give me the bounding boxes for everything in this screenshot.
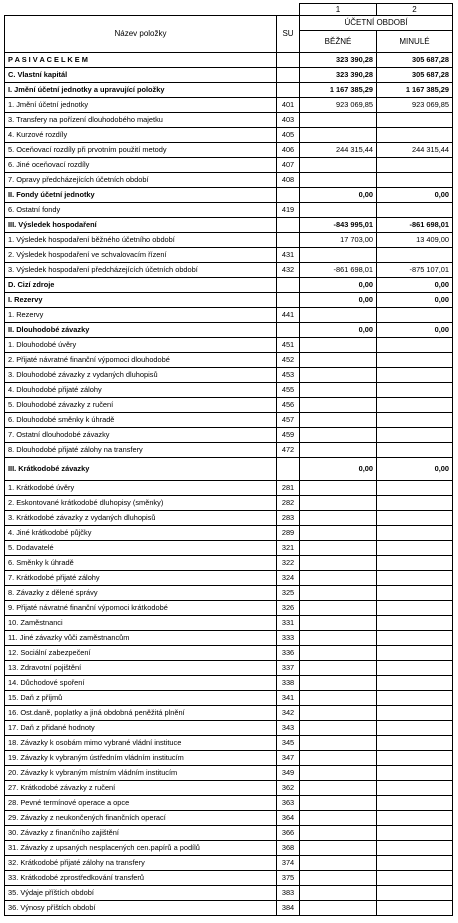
row-current-value: [300, 383, 377, 398]
row-name: 6. Ostatní fondy: [5, 203, 277, 218]
row-previous-value: [377, 248, 453, 263]
table-row: [5, 496, 453, 511]
row-previous-value: [377, 751, 453, 766]
row-previous-value: 0,00: [377, 458, 453, 481]
row-name: 2. Přijaté návratné finanční výpomoci dlouhodobé: [5, 353, 277, 368]
row-previous-value: 244 315,44: [377, 143, 453, 158]
row-su: 431: [277, 248, 300, 263]
row-previous-value: 0,00: [377, 278, 453, 293]
table-row: [5, 481, 453, 496]
row-current-value: [300, 128, 377, 143]
row-current-value: [300, 511, 377, 526]
row-su: 363: [277, 796, 300, 811]
table-row: [5, 188, 453, 203]
row-current-value: [300, 308, 377, 323]
row-previous-value: [377, 901, 453, 916]
row-current-value: [300, 886, 377, 901]
row-su: 419: [277, 203, 300, 218]
row-su: 321: [277, 541, 300, 556]
table-row: [5, 338, 453, 353]
row-current-value: [300, 871, 377, 886]
row-name: II. Fondy účetní jednotky: [5, 188, 277, 203]
row-name: C. Vlastní kapitál: [5, 68, 277, 83]
row-name: 18. Závazky k osobám mimo vybrané vládní instituce: [5, 736, 277, 751]
table-row: [5, 526, 453, 541]
row-name: I. Jmění účetní jednotky a upravující položky: [5, 83, 277, 98]
row-previous-value: [377, 113, 453, 128]
row-previous-value: [377, 173, 453, 188]
row-su: 349: [277, 766, 300, 781]
row-name: 20. Závazky k vybraným místním vládním institucím: [5, 766, 277, 781]
row-su: 452: [277, 353, 300, 368]
row-current-value: [300, 173, 377, 188]
row-su: 342: [277, 706, 300, 721]
row-su: 407: [277, 158, 300, 173]
row-current-value: 323 390,28: [300, 68, 377, 83]
row-su: [277, 323, 300, 338]
table-row: [5, 541, 453, 556]
row-previous-value: [377, 428, 453, 443]
row-su: 401: [277, 98, 300, 113]
row-previous-value: 0,00: [377, 188, 453, 203]
row-su: 403: [277, 113, 300, 128]
row-previous-value: [377, 706, 453, 721]
row-name: III. Krátkodobé závazky: [5, 458, 277, 481]
row-su: 375: [277, 871, 300, 886]
row-current-value: [300, 841, 377, 856]
row-current-value: [300, 541, 377, 556]
row-current-value: 244 315,44: [300, 143, 377, 158]
table-row: [5, 323, 453, 338]
table-row: [5, 158, 453, 173]
row-name: 3. Výsledek hospodaření předcházejících účetních období: [5, 263, 277, 278]
row-current-value: [300, 796, 377, 811]
row-previous-value: [377, 736, 453, 751]
row-name: I. Rezervy: [5, 293, 277, 308]
table-row: [5, 586, 453, 601]
row-su: 283: [277, 511, 300, 526]
row-current-value: 0,00: [300, 458, 377, 481]
row-su: 456: [277, 398, 300, 413]
table-row: [5, 233, 453, 248]
row-current-value: 0,00: [300, 293, 377, 308]
row-current-value: 17 703,00: [300, 233, 377, 248]
table-row: [5, 631, 453, 646]
row-current-value: 923 069,85: [300, 98, 377, 113]
row-name: 13. Zdravotní pojištění: [5, 661, 277, 676]
row-name: 1. Jmění účetní jednotky: [5, 98, 277, 113]
row-name: 16. Ost.daně, poplatky a jiná obdobná peněžitá plnění: [5, 706, 277, 721]
row-su: 331: [277, 616, 300, 631]
row-su: 441: [277, 308, 300, 323]
table-row: [5, 871, 453, 886]
row-su: 282: [277, 496, 300, 511]
row-previous-value: [377, 811, 453, 826]
table-row: [5, 706, 453, 721]
row-previous-value: [377, 203, 453, 218]
row-name: 19. Závazky k vybraným ústředním vládním institucím: [5, 751, 277, 766]
row-current-value: [300, 496, 377, 511]
row-current-value: [300, 556, 377, 571]
row-previous-value: [377, 383, 453, 398]
row-current-value: [300, 443, 377, 458]
row-name: 2. Eskontované krátkodobé dluhopisy (směnky): [5, 496, 277, 511]
row-su: 324: [277, 571, 300, 586]
row-previous-value: [377, 496, 453, 511]
row-previous-value: [377, 826, 453, 841]
previous-period-header: MINULÉ: [377, 31, 453, 53]
table-row: [5, 353, 453, 368]
table-row: [5, 751, 453, 766]
row-previous-value: [377, 676, 453, 691]
row-su: 432: [277, 263, 300, 278]
table-row: [5, 113, 453, 128]
row-name: 3. Transfery na pořízení dlouhodobého majetku: [5, 113, 277, 128]
row-previous-value: [377, 661, 453, 676]
row-name: 1. Krátkodobé úvěry: [5, 481, 277, 496]
row-previous-value: [377, 511, 453, 526]
table-row: [5, 556, 453, 571]
table-row: [5, 811, 453, 826]
table-row: [5, 796, 453, 811]
table-row: [5, 841, 453, 856]
row-previous-value: [377, 128, 453, 143]
table-row: [5, 901, 453, 916]
table-row: [5, 173, 453, 188]
row-su: [277, 458, 300, 481]
row-previous-value: 0,00: [377, 323, 453, 338]
row-name: 5. Oceňovací rozdíly při prvotním použití metody: [5, 143, 277, 158]
row-su: 405: [277, 128, 300, 143]
table-row: [5, 766, 453, 781]
row-current-value: 0,00: [300, 323, 377, 338]
row-previous-value: [377, 308, 453, 323]
row-previous-value: [377, 158, 453, 173]
row-current-value: [300, 676, 377, 691]
row-previous-value: [377, 616, 453, 631]
row-current-value: 1 167 385,29: [300, 83, 377, 98]
table-row: [5, 53, 453, 68]
row-previous-value: [377, 526, 453, 541]
row-current-value: [300, 571, 377, 586]
row-name: 29. Závazky z neukončených finančních operací: [5, 811, 277, 826]
row-su: 343: [277, 721, 300, 736]
row-name: 32. Krátkodobé přijaté zálohy na transfery: [5, 856, 277, 871]
row-name: 3. Dlouhodobé závazky z vydaných dluhopisů: [5, 368, 277, 383]
table-row: [5, 646, 453, 661]
table-row: [5, 383, 453, 398]
row-su: 281: [277, 481, 300, 496]
table-row: [5, 98, 453, 113]
table-row: [5, 428, 453, 443]
row-previous-value: [377, 443, 453, 458]
table-row: [5, 263, 453, 278]
row-name: 7. Opravy předcházejících účetních období: [5, 173, 277, 188]
row-previous-value: [377, 368, 453, 383]
row-previous-value: [377, 398, 453, 413]
row-name: 8. Závazky z dělené správy: [5, 586, 277, 601]
row-su: [277, 68, 300, 83]
row-previous-value: [377, 646, 453, 661]
row-previous-value: -861 698,01: [377, 218, 453, 233]
row-name: 33. Krátkodobé zprostředkování transferů: [5, 871, 277, 886]
row-previous-value: [377, 766, 453, 781]
table-row: [5, 781, 453, 796]
row-su: 333: [277, 631, 300, 646]
table-row: [5, 676, 453, 691]
name-column-header: Název položky: [5, 16, 277, 53]
row-current-value: [300, 158, 377, 173]
row-current-value: [300, 481, 377, 496]
table-row: [5, 571, 453, 586]
row-current-value: [300, 856, 377, 871]
row-name: 15. Daň z příjmů: [5, 691, 277, 706]
row-previous-value: [377, 691, 453, 706]
row-current-value: [300, 781, 377, 796]
row-current-value: [300, 203, 377, 218]
row-name: 6. Dlouhodobé směnky k úhradě: [5, 413, 277, 428]
row-previous-value: [377, 541, 453, 556]
row-name: 14. Důchodové spoření: [5, 676, 277, 691]
row-su: 362: [277, 781, 300, 796]
table-row: [5, 128, 453, 143]
row-name: 35. Výdaje příštích období: [5, 886, 277, 901]
row-current-value: -843 995,01: [300, 218, 377, 233]
row-su: 384: [277, 901, 300, 916]
table-row: [5, 308, 453, 323]
row-previous-value: 0,00: [377, 293, 453, 308]
header-row-1: [5, 16, 453, 31]
row-current-value: [300, 721, 377, 736]
row-current-value: [300, 811, 377, 826]
table-row: [5, 511, 453, 526]
row-su: 383: [277, 886, 300, 901]
row-name: 7. Krátkodobé přijaté zálohy: [5, 571, 277, 586]
column-number-2: 2: [377, 4, 453, 16]
row-name: 4. Dlouhodobé přijaté zálohy: [5, 383, 277, 398]
row-su: 364: [277, 811, 300, 826]
row-previous-value: [377, 721, 453, 736]
row-current-value: [300, 113, 377, 128]
row-current-value: [300, 826, 377, 841]
row-current-value: [300, 901, 377, 916]
row-previous-value: 1 167 385,29: [377, 83, 453, 98]
row-current-value: [300, 428, 377, 443]
row-name: P A S I V A C E L K E M: [5, 53, 277, 68]
row-current-value: [300, 338, 377, 353]
row-name: 9. Přijaté návratné finanční výpomoci krátkodobé: [5, 601, 277, 616]
row-current-value: [300, 751, 377, 766]
row-previous-value: [377, 586, 453, 601]
table-row: [5, 143, 453, 158]
row-current-value: [300, 248, 377, 263]
row-su: [277, 218, 300, 233]
su-column-header: SU: [277, 16, 300, 53]
row-su: 326: [277, 601, 300, 616]
row-name: 8. Dlouhodobé přijaté zálohy na transfery: [5, 443, 277, 458]
row-su: 451: [277, 338, 300, 353]
row-su: 366: [277, 826, 300, 841]
row-su: 289: [277, 526, 300, 541]
row-previous-value: [377, 796, 453, 811]
row-su: [277, 53, 300, 68]
row-su: [277, 278, 300, 293]
row-previous-value: 923 069,85: [377, 98, 453, 113]
period-header: ÚČETNÍ OBDOBÍ: [300, 16, 453, 31]
row-current-value: [300, 586, 377, 601]
row-current-value: [300, 413, 377, 428]
row-previous-value: [377, 886, 453, 901]
row-current-value: 323 390,28: [300, 53, 377, 68]
row-name: 5. Dlouhodobé závazky z ručení: [5, 398, 277, 413]
row-previous-value: [377, 781, 453, 796]
row-name: 36. Výnosy příštích období: [5, 901, 277, 916]
row-name: 1. Rezervy: [5, 308, 277, 323]
table-row: [5, 68, 453, 83]
row-current-value: [300, 736, 377, 751]
row-current-value: 0,00: [300, 278, 377, 293]
row-previous-value: [377, 338, 453, 353]
table-row: [5, 398, 453, 413]
row-current-value: [300, 368, 377, 383]
column-number-1: 1: [300, 4, 377, 16]
row-previous-value: [377, 841, 453, 856]
row-name: 7. Ostatní dlouhodobé závazky: [5, 428, 277, 443]
row-su: 374: [277, 856, 300, 871]
row-su: 368: [277, 841, 300, 856]
row-previous-value: [377, 556, 453, 571]
row-current-value: [300, 616, 377, 631]
row-previous-value: -875 107,01: [377, 263, 453, 278]
row-current-value: -861 698,01: [300, 263, 377, 278]
row-su: [277, 83, 300, 98]
table-row: [5, 736, 453, 751]
row-name: 17. Daň z přidané hodnoty: [5, 721, 277, 736]
row-current-value: [300, 691, 377, 706]
row-previous-value: [377, 481, 453, 496]
row-previous-value: [377, 631, 453, 646]
row-previous-value: [377, 353, 453, 368]
row-name: 28. Pevné termínové operace a opce: [5, 796, 277, 811]
current-period-header: BĚŽNÉ: [300, 31, 377, 53]
column-number-row: [5, 4, 453, 16]
row-su: 455: [277, 383, 300, 398]
row-name: 4. Jiné krátkodobé půjčky: [5, 526, 277, 541]
row-current-value: [300, 646, 377, 661]
row-current-value: [300, 526, 377, 541]
row-name: 2. Výsledek hospodaření ve schvalovacím řízení: [5, 248, 277, 263]
row-name: 10. Zaměstnanci: [5, 616, 277, 631]
row-su: 406: [277, 143, 300, 158]
row-name: 3. Krátkodobé závazky z vydaných dluhopisů: [5, 511, 277, 526]
row-su: 322: [277, 556, 300, 571]
row-previous-value: [377, 571, 453, 586]
row-su: 345: [277, 736, 300, 751]
row-su: 453: [277, 368, 300, 383]
row-current-value: [300, 706, 377, 721]
row-current-value: [300, 766, 377, 781]
table-row: [5, 293, 453, 308]
row-su: 336: [277, 646, 300, 661]
row-su: 408: [277, 173, 300, 188]
table-row: [5, 203, 453, 218]
table-row: [5, 721, 453, 736]
row-su: [277, 188, 300, 203]
row-su: 337: [277, 661, 300, 676]
row-name: 6. Jiné oceňovací rozdíly: [5, 158, 277, 173]
table-row: [5, 83, 453, 98]
row-previous-value: 305 687,28: [377, 53, 453, 68]
row-name: 11. Jiné závazky vůči zaměstnancům: [5, 631, 277, 646]
row-name: 30. Závazky z finančního zajištění: [5, 826, 277, 841]
row-name: 4. Kurzové rozdíly: [5, 128, 277, 143]
row-previous-value: [377, 871, 453, 886]
table-row: [5, 248, 453, 263]
row-su: 472: [277, 443, 300, 458]
row-su: 459: [277, 428, 300, 443]
row-name: 12. Sociální zabezpečení: [5, 646, 277, 661]
row-su: 325: [277, 586, 300, 601]
row-su: 347: [277, 751, 300, 766]
table-row: [5, 368, 453, 383]
table-row: [5, 601, 453, 616]
table-row: [5, 458, 453, 481]
row-previous-value: [377, 413, 453, 428]
table-row: [5, 218, 453, 233]
row-name: 27. Krátkodobé závazky z ručení: [5, 781, 277, 796]
row-previous-value: [377, 601, 453, 616]
row-current-value: 0,00: [300, 188, 377, 203]
row-previous-value: 13 409,00: [377, 233, 453, 248]
row-current-value: [300, 353, 377, 368]
row-current-value: [300, 601, 377, 616]
table-row: [5, 691, 453, 706]
row-previous-value: [377, 856, 453, 871]
row-name: 5. Dodavatelé: [5, 541, 277, 556]
balance-sheet-table: [4, 3, 453, 916]
row-name: III. Výsledek hospodaření: [5, 218, 277, 233]
row-name: 6. Směnky k úhradě: [5, 556, 277, 571]
row-current-value: [300, 661, 377, 676]
table-row: [5, 826, 453, 841]
row-su: 338: [277, 676, 300, 691]
table-row: [5, 886, 453, 901]
row-name: 1. Dlouhodobé úvěry: [5, 338, 277, 353]
table-row: [5, 661, 453, 676]
table-row: [5, 443, 453, 458]
table-row: [5, 856, 453, 871]
row-su: 457: [277, 413, 300, 428]
row-name: 1. Výsledek hospodaření běžného účetního období: [5, 233, 277, 248]
row-current-value: [300, 398, 377, 413]
row-su: [277, 233, 300, 248]
row-previous-value: 305 687,28: [377, 68, 453, 83]
table-row: [5, 616, 453, 631]
table-row: [5, 278, 453, 293]
row-su: [277, 293, 300, 308]
row-su: 341: [277, 691, 300, 706]
row-current-value: [300, 631, 377, 646]
row-name: 31. Závazky z upsaných nesplacených cen.papírů a podílů: [5, 841, 277, 856]
row-name: II. Dlouhodobé závazky: [5, 323, 277, 338]
row-name: D. Cizí zdroje: [5, 278, 277, 293]
table-row: [5, 413, 453, 428]
